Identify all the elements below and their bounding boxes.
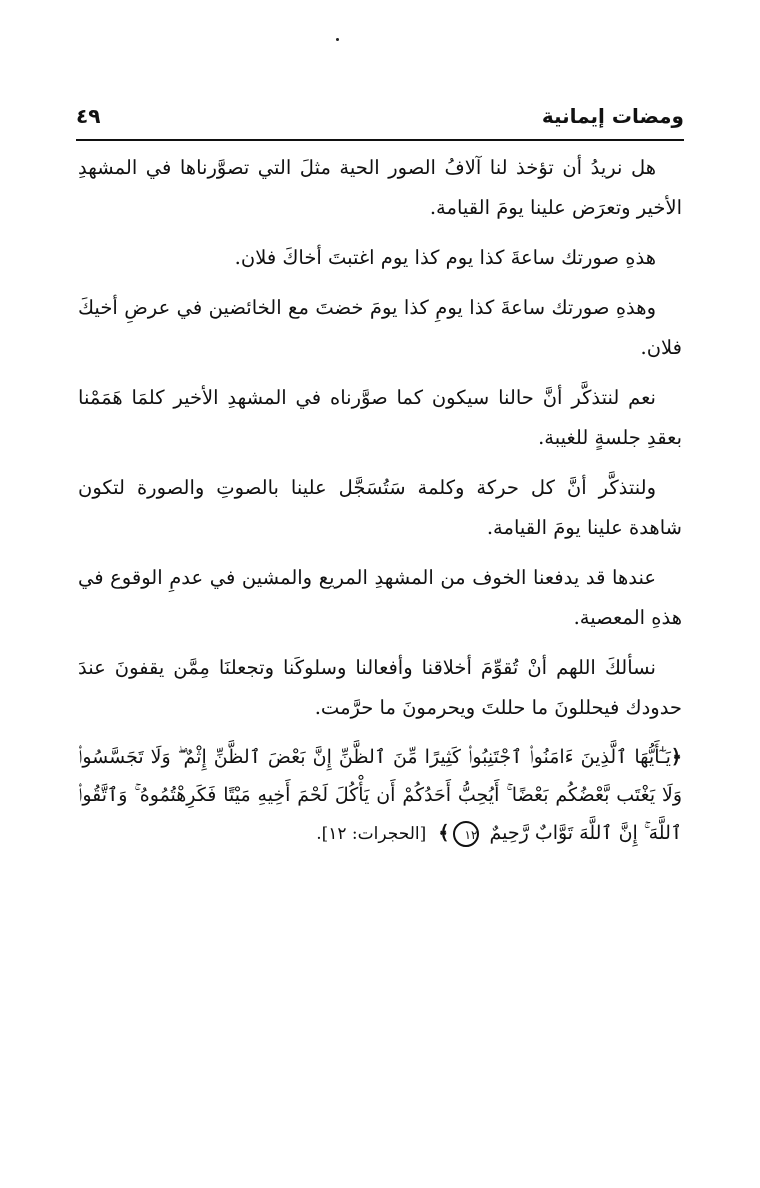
paragraph: نعم لنتذكَّر أنَّ حالنا سيكون كما صوَّرناه في المشهدِ الأخير كلمَا هَمَمْنا بعقدِ جلسةٍ للغيبة.: [78, 386, 682, 449]
verse-reference: [الحجرات: ١٢].: [316, 824, 427, 844]
page-header: [76, 100, 684, 136]
verse-number-marker: ١٢: [453, 821, 479, 847]
paragraph: عندها قد يدفعنا الخوف من المشهدِ المريع والمشين في عدمِ الوقوع في هذهِ المعصية.: [78, 566, 682, 629]
header-rule: [76, 139, 684, 141]
page-number: ٤٩: [76, 104, 101, 128]
verse-text: يَـٰٓأَيُّهَا ٱلَّذِينَ ءَامَنُوا۟ ٱجْتَنِبُوا۟ كَثِيرًا مِّنَ ٱلظَّنِّ إِنَّ بَعْضَ ٱلظَّنِّ إِثْمٌ ۖ وَلَا تَجَسَّسُوا۟ وَلَا يَغْتَب بَّعْضُكُم بَعْضًا ۚ أَيُحِبُّ أَحَدُكُمْ أَن يَأْكُلَ لَحْمَ أَخِيهِ مَيْتًا فَكَرِهْتُمُوهُ ۚ وَٱتَّقُوا۟ ٱللَّهَ ۚ إِنَّ ٱللَّهَ تَوَّابٌ رَّحِيمٌ: [78, 746, 682, 844]
paragraph: نسألكَ اللهم أنْ تُقوِّمَ أخلاقنا وأفعالنا وسلوكَنا وتجعلنَا مِمَّن يقفونَ عندَ حدودك فيحللونَ ما حللتَ ويحرمونَ ما حرَّمت.: [78, 656, 682, 719]
paragraph: وهذهِ صورتك ساعةَ كذا يومِ كذا يومَ خضتَ مع الخائضين في عرضِ أخيكَ فلان.: [78, 296, 682, 359]
paragraph: ولنتذكَّر أنَّ كل حركة وكلمة سَتُسَجَّل علينا بالصوتِ والصورة لتكون شاهدة علينا يومَ القيامة.: [78, 476, 682, 539]
paragraph: هذهِ صورتك ساعةَ كذا يوم كذا يوم اغتبتَ أخاكَ فلان.: [234, 246, 656, 269]
running-title: ومضات إيمانية: [541, 104, 684, 128]
ink-speck: [336, 38, 339, 41]
page-body: [78, 148, 682, 853]
paragraph: هل نريدُ أن تؤخذ لنا آلافُ الصور الحية مثلَ التي تصوَّرناها في المشهدِ الأخير وتعرَض علينا يومَ القيامة.: [78, 156, 682, 219]
verse-close-brace: ﴾: [438, 822, 450, 844]
verse-open-brace: ﴿: [670, 746, 682, 768]
quran-verse: [78, 738, 682, 853]
